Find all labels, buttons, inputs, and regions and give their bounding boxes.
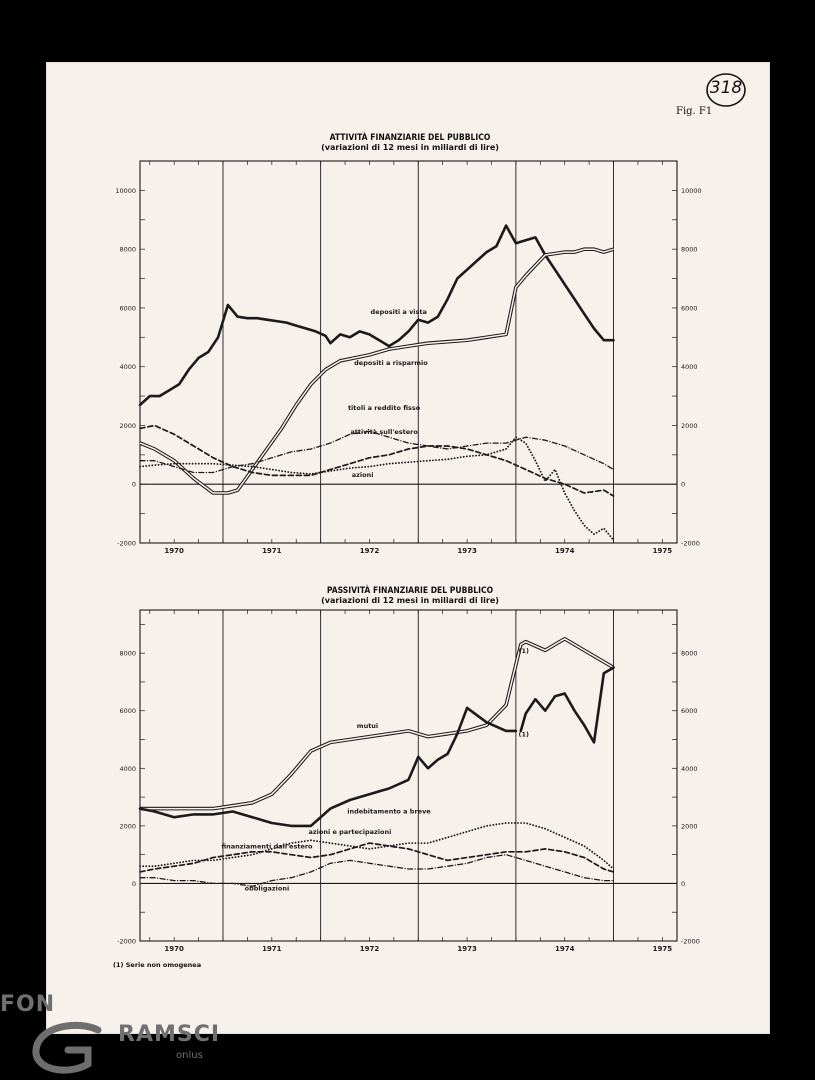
y-tick-label-left: 4000 (119, 363, 136, 372)
y-tick-label-left: 4000 (119, 764, 136, 773)
chart-2-subtitle: (variazioni di 12 mesi in miliardi di lire) (321, 596, 499, 605)
y-tick-label-left: 0 (131, 480, 136, 489)
watermark-text-right: RAMSCI (118, 1022, 221, 1047)
x-tick-label: 1974 (554, 945, 575, 953)
annotation-label: (1) (518, 647, 529, 656)
page-number-stamp: 318 (709, 78, 743, 98)
y-tick-label-right: 10000 (681, 186, 702, 195)
plot-frame (140, 610, 677, 941)
x-tick-label: 1972 (359, 547, 380, 555)
annotation-label: depositi a risparmio (354, 359, 428, 368)
y-tick-label-left: 6000 (119, 707, 136, 716)
x-tick-label: 1975 (652, 945, 673, 953)
y-tick-label-right: 2000 (681, 421, 698, 430)
series-azioni (140, 431, 614, 472)
x-tick-label: 1973 (457, 547, 477, 555)
x-tick-label: 1974 (554, 547, 575, 555)
series-indebitamento-a-breve-1 (521, 668, 614, 743)
annotation-label: azioni e partecipazioni (308, 828, 392, 837)
watermark-text-left: FON (0, 992, 56, 1017)
footnote: (1) Serie non omogenea (113, 961, 202, 969)
chart-2-title: PASSIVITÀ FINANZIARIE DEL PUBBLICO (326, 586, 494, 596)
series-obbligazioni (140, 855, 614, 887)
y-tick-label-right: 6000 (681, 304, 698, 313)
y-tick-label-left: 0 (131, 879, 136, 888)
annotation-label: mutui (356, 722, 379, 731)
y-tick-label-left: 2000 (119, 421, 136, 430)
y-tick-label-left: 2000 (119, 822, 136, 831)
y-tick-label-left: 8000 (119, 245, 136, 254)
annotation-label: obbligazioni (244, 884, 290, 893)
y-tick-label-right: -2000 (681, 539, 700, 548)
plot-frame (140, 161, 677, 543)
annotation-label: depositi a vista (370, 307, 427, 316)
series-attivit-sull-estero (140, 426, 614, 497)
x-tick-label: 1973 (457, 945, 477, 953)
chart-1-title: ATTIVITÀ FINANZIARIE DEL PUBBLICO (329, 133, 491, 143)
y-tick-label-right: 8000 (681, 245, 698, 254)
x-tick-label: 1971 (262, 945, 282, 953)
y-tick-label-left: 10000 (115, 186, 136, 195)
series-azioni-e-partecipazioni (140, 843, 614, 872)
y-tick-label-left: -2000 (117, 539, 136, 548)
figure-label: Fig. F1 (676, 106, 713, 117)
annotation-label: titoli a reddito fisso (347, 403, 421, 412)
annotation-label: attività sull'estero (350, 427, 418, 436)
y-tick-label-right: 6000 (681, 707, 698, 716)
y-tick-label-left: -2000 (117, 937, 136, 946)
annotation-label: (1) (518, 730, 529, 739)
y-tick-label-left: 6000 (119, 304, 136, 313)
chart-passivita (117, 610, 700, 953)
y-tick-label-right: 2000 (681, 822, 698, 831)
x-tick-label: 1970 (164, 547, 184, 555)
watermark-logo-icon (28, 1020, 118, 1076)
y-tick-label-right: 8000 (681, 649, 698, 658)
y-tick-label-right: 4000 (681, 764, 698, 773)
y-tick-label-right: 4000 (681, 363, 698, 372)
x-tick-label: 1972 (359, 945, 380, 953)
series-titoli-a-reddito-fisso (140, 437, 614, 540)
y-tick-label-right: 0 (681, 879, 686, 888)
chart-1-subtitle: (variazioni di 12 mesi in miliardi di lire) (321, 143, 499, 152)
watermark-subtitle: onlus (176, 1050, 203, 1061)
x-tick-label: 1975 (652, 547, 673, 555)
chart-attivita (115, 161, 701, 555)
x-tick-label: 1970 (164, 945, 184, 953)
y-tick-label-right: -2000 (681, 937, 700, 946)
annotation-label: indebitamento a breve (347, 807, 431, 816)
y-tick-label-right: 0 (681, 480, 686, 489)
annotation-label: finanziamenti dall'estero (221, 842, 313, 851)
y-tick-label-left: 8000 (119, 649, 136, 658)
annotation-label: azioni (351, 471, 374, 480)
x-tick-label: 1971 (262, 547, 282, 555)
